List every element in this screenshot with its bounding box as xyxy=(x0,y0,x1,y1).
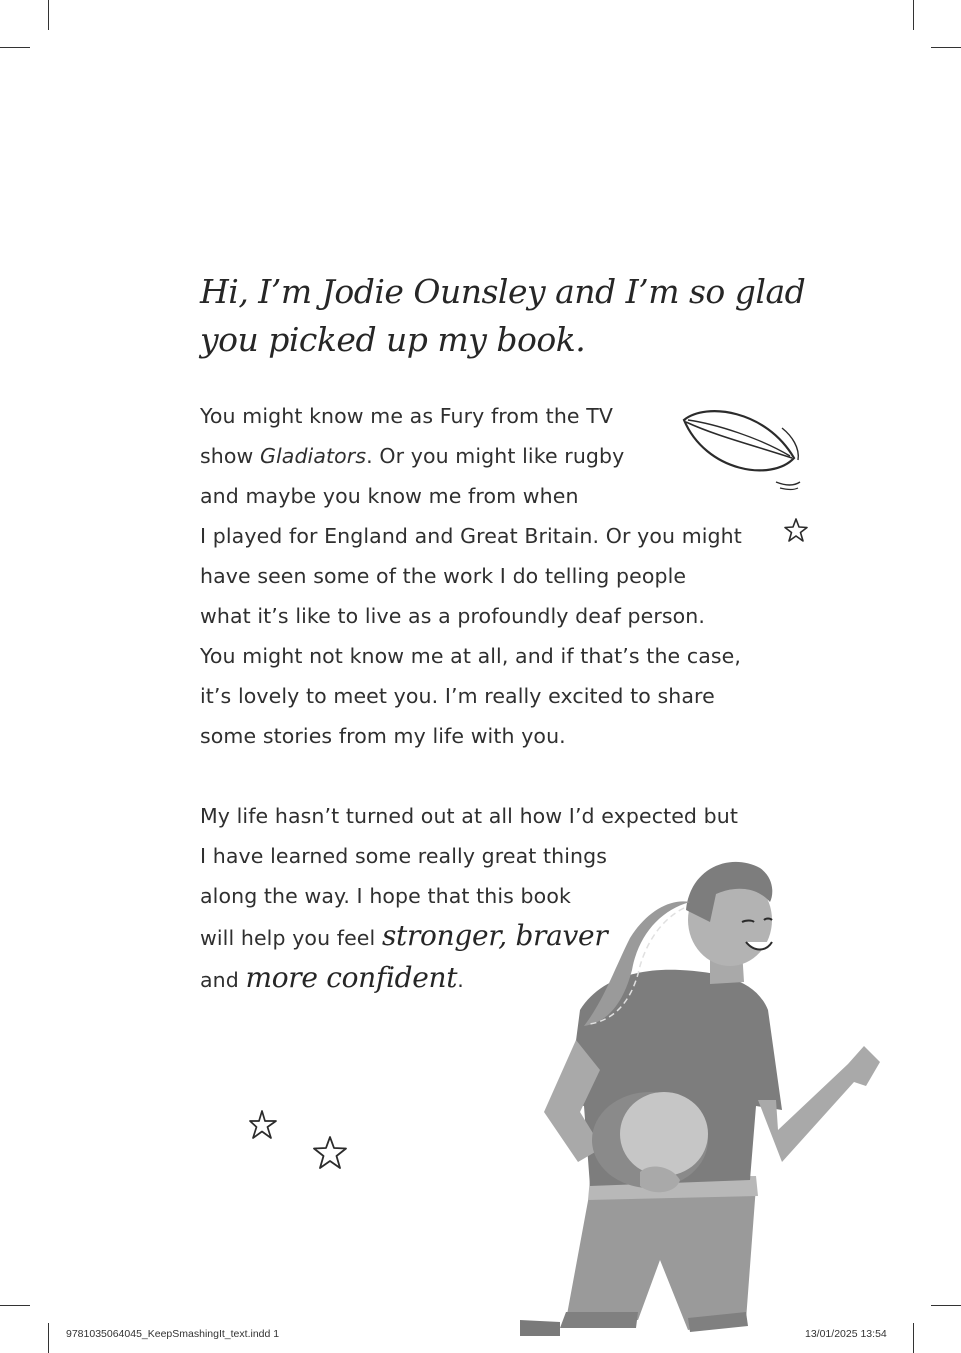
star-icon xyxy=(784,518,808,542)
text-line: have seen some of the work I do telling people xyxy=(200,564,687,588)
text-line: some stories from my life with you. xyxy=(200,724,566,748)
crop-mark xyxy=(48,0,49,30)
text-line: what it’s like to live as a profoundly deaf person. xyxy=(200,604,706,628)
text-line xyxy=(200,436,742,476)
heading-line: you picked up my book. xyxy=(200,320,586,359)
show-title: Gladiators xyxy=(260,444,367,468)
text-line: You might not know me at all, and if that’s the case, xyxy=(200,644,742,668)
crop-mark xyxy=(931,1305,961,1306)
emphasis-text: more confident xyxy=(245,961,458,994)
text-span: will help you feel xyxy=(200,926,382,950)
text-span: . xyxy=(457,968,464,992)
emphasis-text: stronger, braver xyxy=(381,919,608,952)
print-slug-datetime: 13/01/2025 13:54 xyxy=(805,1328,887,1340)
crop-mark xyxy=(913,1323,914,1353)
text-line: My life hasn’t turned out at all how I’d expected but xyxy=(200,804,738,828)
text-line: and maybe you know me from when xyxy=(200,484,579,508)
crop-mark xyxy=(0,1305,30,1306)
print-slug-file: 9781035064045_KeepSmashingIt_text.indd 1 xyxy=(66,1328,280,1340)
text-span: . Or you might like rugby xyxy=(366,444,625,468)
crop-mark xyxy=(931,47,961,48)
text-line: I have learned some really great things xyxy=(200,844,607,868)
crop-mark xyxy=(913,0,914,30)
crop-mark xyxy=(48,1323,49,1353)
rugby-player-illustration xyxy=(520,850,890,1336)
heading-line: Hi, I’m Jodie Ounsley and I’m so glad xyxy=(200,272,806,311)
text-line: it’s lovely to meet you. I’m really excited to share xyxy=(200,684,715,708)
text-span: show xyxy=(200,444,260,468)
crop-mark xyxy=(0,47,30,48)
text-line: You might know me as Fury from the TV xyxy=(200,404,613,428)
rugby-ball-icon xyxy=(676,402,806,494)
intro-paragraph xyxy=(200,396,742,756)
star-icon xyxy=(313,1136,347,1170)
star-icon xyxy=(249,1110,277,1140)
text-line: I played for England and Great Britain. Or you might xyxy=(200,524,742,548)
text-line: along the way. I hope that this book xyxy=(200,884,571,908)
text-span: and xyxy=(200,968,246,992)
page-heading xyxy=(200,268,806,364)
